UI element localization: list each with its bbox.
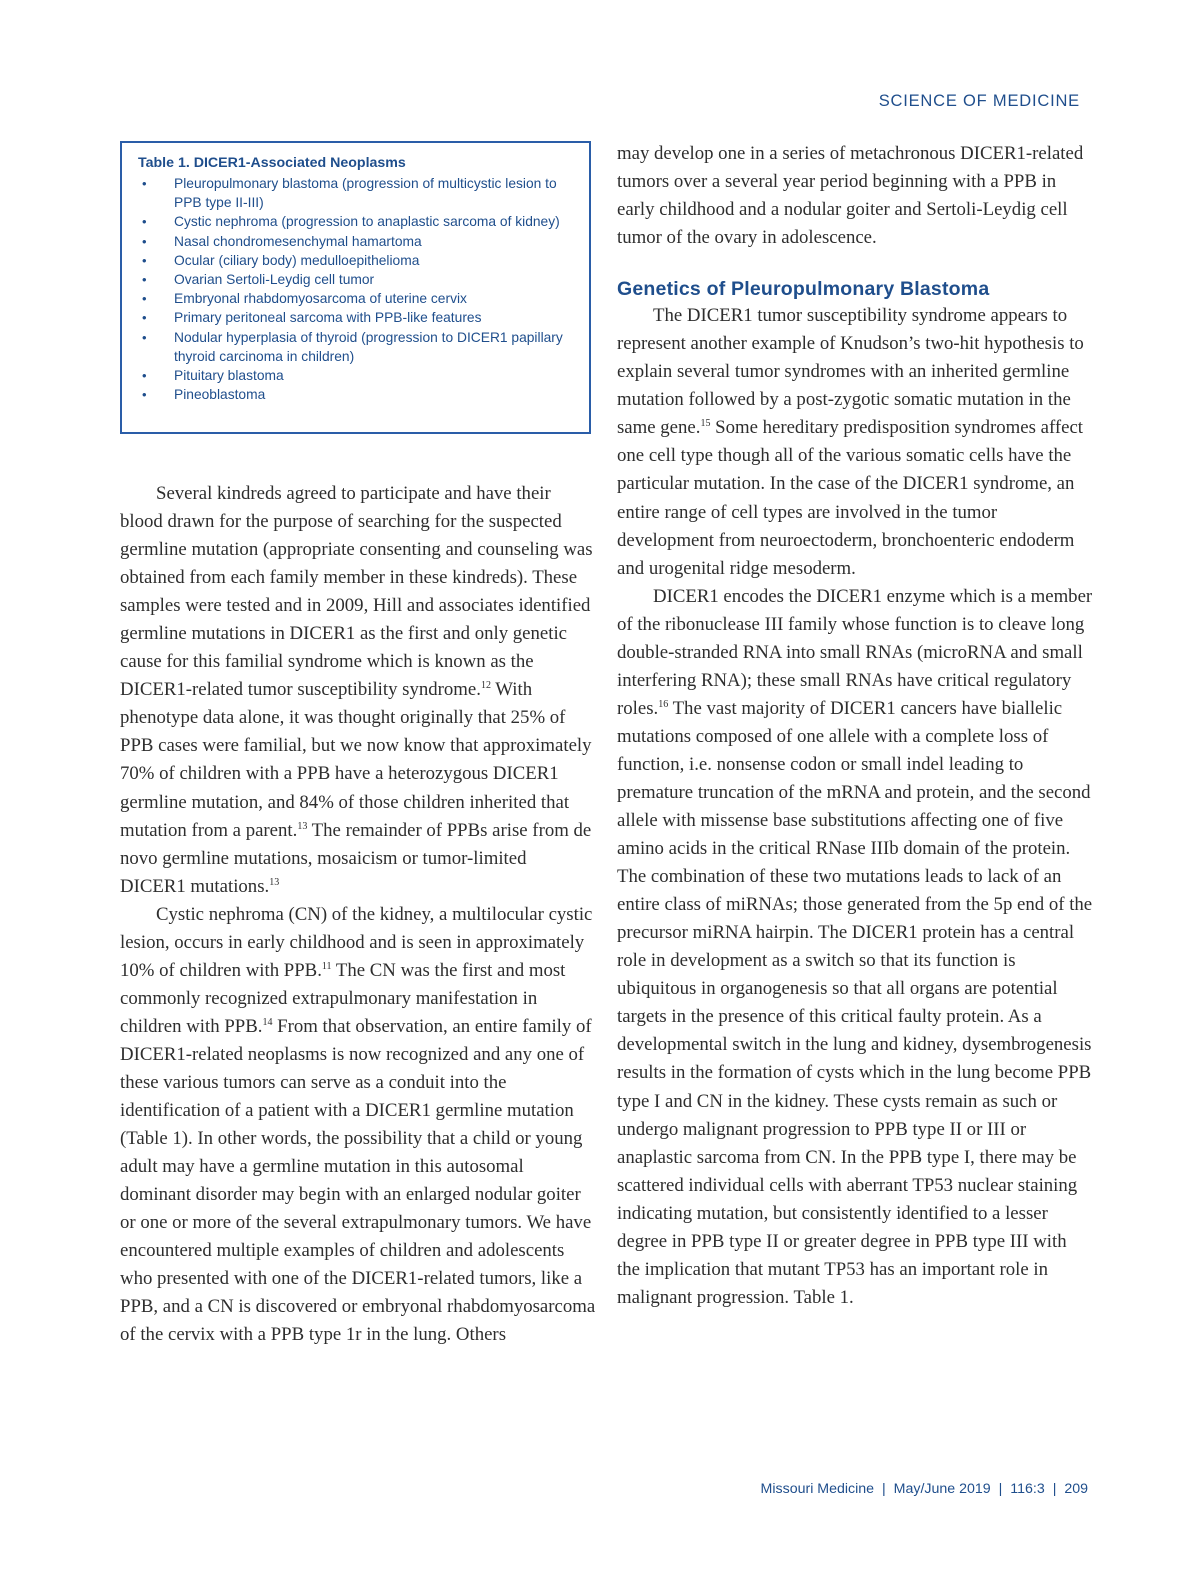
reference-superscript: 13 [269, 876, 280, 888]
bullet-icon: • [142, 329, 147, 345]
list-item [138, 174, 575, 212]
page-footer [761, 1481, 1088, 1497]
footer-separator: | [882, 1481, 886, 1497]
bullet-icon: • [142, 176, 147, 191]
list-item [138, 232, 575, 251]
reference-superscript: 16 [658, 698, 669, 710]
paragraph-text: With phenotype data alone, it was thought originally that 25% of PPB cases were familial, but we now know that approximately 70% of children with a PPB have a heterozygous DICER1 germline mutation, and 84% of those children inherited that mutation from a parent. [120, 679, 592, 841]
bullet-icon: • [142, 272, 147, 288]
list-item-text: Nasal chondromesenchymal hamartoma [174, 233, 422, 249]
list-item [138, 366, 575, 385]
bullet-icon: • [142, 310, 147, 326]
reference-superscript: 11 [321, 960, 332, 972]
list-item-text: Primary peritoneal sarcoma with PPB-like features [174, 310, 482, 326]
list-item-text: Ocular (ciliary body) medulloepithelioma [174, 252, 420, 268]
table-list [138, 174, 575, 404]
list-item [138, 308, 575, 327]
list-item-text: Pleuropulmonary blastoma (progression of multicystic lesion to PPB type II-III) [174, 176, 557, 211]
list-item-text: Cystic nephroma (progression to anaplastic sarcoma of kidney) [174, 214, 560, 230]
list-item-text: Pituitary blastoma [174, 368, 284, 384]
list-item-text: Embryonal rhabdomyosarcoma of uterine cervix [174, 291, 467, 307]
list-item [138, 385, 575, 404]
reference-superscript: 15 [700, 418, 711, 430]
issue-date: May/June 2019 [893, 1481, 991, 1497]
body-paragraph: may develop one in a series of metachronous DICER1-related tumors over a several year period beginning with a PPB in early childhood and a nodular goiter and Sertoli-Leydig cell tumor of the ovary in adolescence. [617, 143, 1084, 249]
list-item-text: Pineoblastoma [174, 387, 266, 403]
table-title: Table 1. DICER1-Associated Neoplasms [138, 155, 406, 171]
bullet-icon: • [142, 368, 147, 384]
bullet-icon: • [142, 291, 147, 307]
list-item [138, 328, 575, 366]
bullet-icon: • [142, 252, 147, 268]
section-label: SCIENCE OF MEDICINE [878, 92, 1080, 110]
list-item [138, 289, 575, 308]
reference-superscript: 14 [262, 1016, 273, 1028]
body-paragraph [120, 901, 596, 1350]
paragraph-text: The vast majority of DICER1 cancers have biallelic mutations composed of one allele with a complete loss of function, i.e. nonsense codon or small indel leading to premature truncation of the mRNA and protein, and the second allele with missense base substitutions affecting one of five amino acids in the critical RNase IIIb domain of the protein. The combination of these two mutations leads to lack of an entire class of miRNAs; those generated from the 5p end of the precursor miRNA hairpin. The DICER1 protein has a central role in development as a switch so that its function is ubiquitous in organogenesis so that all organs are potential targets in the presence of this critical faulty protein. As a developmental switch in the lung and kidney, dysembrogenesis results in the formation of cysts which in the lung become PPB type I and CN in the kidney. These cysts remain as such or undergo malignant progression to PPB type II or III or anaplastic sarcoma from CN. In the PPB type I, there may be scattered individual cells with aberrant TP53 nuclear staining indicating mutation, but consistently identified to a lesser degree in PPB type II or greater degree in PPB type III with the implication that mutant TP53 has an important role in malignant progression. Table 1. [617, 697, 1093, 1308]
volume-issue: 116:3 [1010, 1481, 1045, 1497]
paragraph-text: DICER1 encodes the DICER1 enzyme which is a member of the ribonuclease III family whose function is to cleave long double-stranded RNA into small RNAs (microRNA and small interfering RNA); these small RNAs have critical regulatory roles. [617, 585, 1093, 719]
footer-separator: | [998, 1481, 1003, 1497]
body-paragraph [617, 583, 1093, 1312]
paragraph-text: Cystic nephroma (CN) of the kidney, a multilocular cystic lesion, occurs in early childhood and is seen in approximately 10% of children with PPB. [120, 903, 593, 981]
list-item-text: Ovarian Sertoli-Leydig cell tumor [174, 272, 375, 288]
paragraph-text: The DICER1 tumor susceptibility syndrome appears to represent another example of Knudson’s two-hit hypothesis to explain several tumor syndromes with an inherited germline mutation followed by a post-zygotic somatic mutation in the same gene. [617, 305, 1084, 439]
left-column [120, 480, 596, 1349]
paragraph-text: Some hereditary predisposition syndromes affect one cell type though all of the various somatic cells have the particular mutation. In the case of the DICER1 syndrome, an entire range of cell types are involved in the tumor development from neuroectoderm, bronchoenteric endoderm and urogenital ridge mesoderm. [617, 417, 1084, 579]
body-paragraph [120, 480, 596, 901]
list-item [138, 270, 575, 289]
bullet-icon: • [142, 387, 147, 403]
bullet-icon: • [142, 214, 147, 230]
journal-name: Missouri Medicine [760, 1481, 875, 1497]
paragraph-text: From that observation, an entire family of DICER1-related neoplasms is now recognized and any one of these various tumors can serve as a conduit into the identification of a patient with a DICER1 germline mutation (Table 1). In other words, the possibility that a child or young adult may have a germline mutation in this autosomal dominant disorder may begin with an enlarged nodular goiter or one or more of the several extrapulmonary tumors. We have encountered multiple examples of children and adolescents who presented with one of the DICER1-related tumors, like a PPB, and a CN is discovered or embryonal rhabdomyosarcoma of the cervix with a PPB type 1r in the lung. Others [120, 1015, 596, 1346]
reference-superscript: 12 [480, 680, 491, 692]
page-number: 209 [1064, 1481, 1088, 1497]
reference-superscript: 13 [297, 820, 308, 832]
bullet-icon: • [142, 233, 147, 249]
paragraph-text: Several kindreds agreed to participate and have their blood drawn for the purpose of searching for the suspected germline mutation (appropriate consenting and counseling was obtained from each family member in these kindreds). These samples were tested and in 2009, Hill and associates identified germline mutations in DICER1 as the first and only genetic cause for this familial syndrome which is known as the DICER1-related tumor susceptibility syndrome. [120, 483, 593, 701]
section-heading: Genetics of Pleuropulmonary Blastoma [617, 278, 990, 301]
footer-separator: | [1052, 1481, 1057, 1497]
right-column [617, 140, 1093, 1312]
paragraph-text: The remainder of PPBs arise from de novo germline mutations, mosaicism or tumor-limited DICER1 mutations. [120, 819, 592, 897]
paragraph-text: The CN was the first and most commonly recognized extrapulmonary manifestation in children with PPB. [120, 959, 566, 1037]
table-1-box [120, 141, 591, 434]
list-item [138, 251, 575, 270]
list-item [138, 212, 575, 231]
list-item-text: Nodular hyperplasia of thyroid (progression to DICER1 papillary thyroid carcinoma in children) [174, 329, 563, 364]
body-paragraph [617, 302, 1093, 582]
